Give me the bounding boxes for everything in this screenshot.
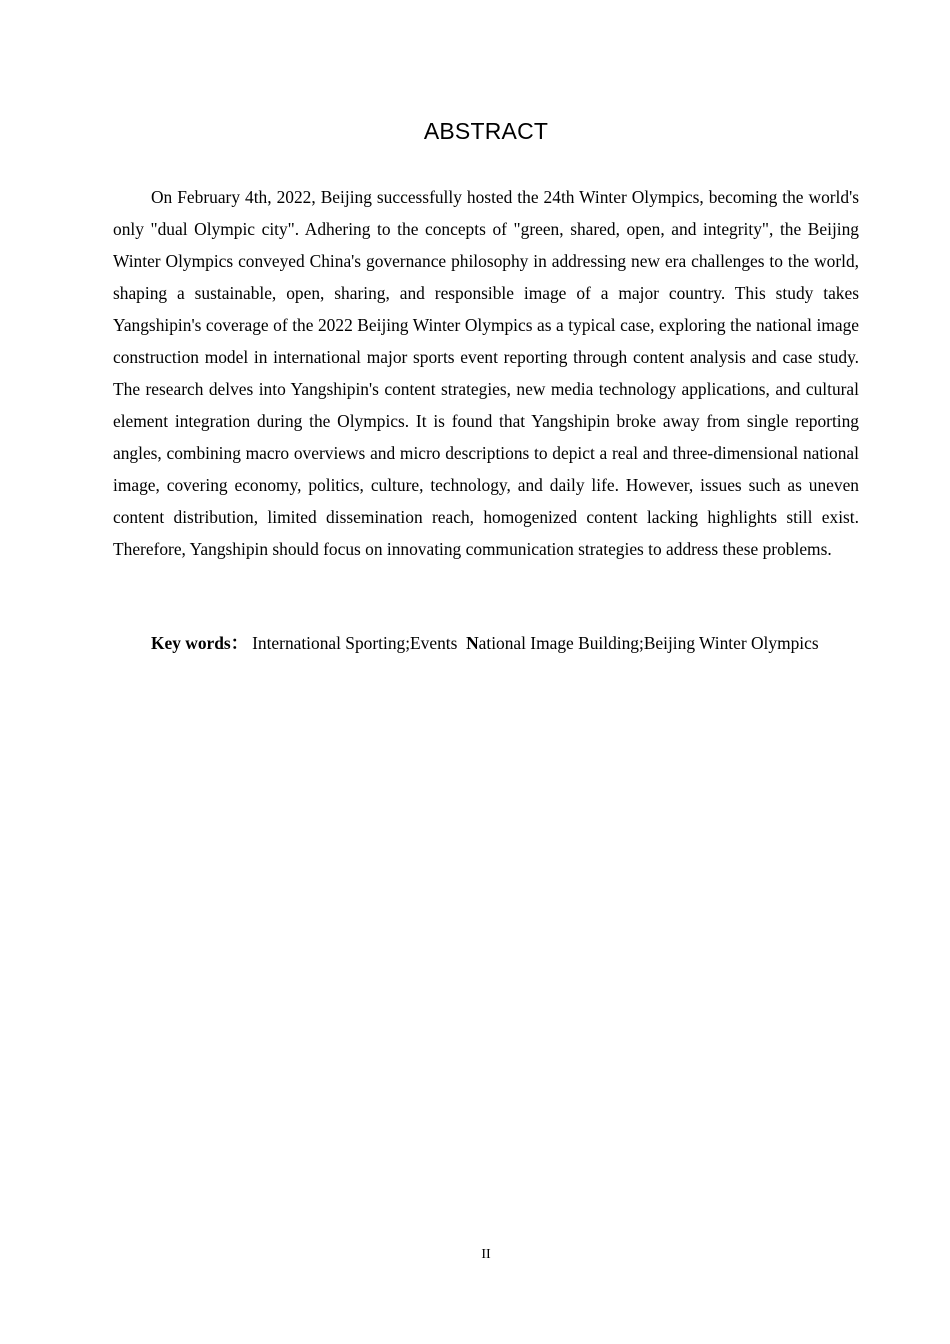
keywords-label: Key words	[151, 633, 231, 653]
keywords-part-2-initial: N	[466, 633, 479, 653]
keywords-separator: ：	[230, 633, 249, 653]
keywords-line	[113, 627, 859, 659]
keywords-part-1: International Sporting;Events	[252, 633, 467, 653]
keywords-part-2-rest: ational Image Building;Beijing Winter Olympics	[478, 633, 819, 653]
abstract-paragraph: On February 4th, 2022, Beijing successfully hosted the 24th Winter Olympics, becoming the world's only "dual Olympic city". Adhering to the concepts of "green, shared, open, and integrity", the Beijing Winter Olympics conveyed China's governance philosophy in addressing new era challenges to the world, shaping a sustainable, open, sharing, and responsible image of a major country. This study takes Yangshipin's coverage of the 2022 Beijing Winter Olympics as a typical case, exploring the national image construction model in international major sports event reporting through content analysis and case study. The research delves into Yangshipin's content strategies, new media technology applications, and cultural element integration during the Olympics. It is found that Yangshipin broke away from single reporting angles, combining macro overviews and micro descriptions to depict a real and three-dimensional national image, covering economy, politics, culture, technology, and daily life. However, issues such as uneven content distribution, limited dissemination reach, homogenized content lacking highlights still exist. Therefore, Yangshipin should focus on innovating communication strategies to address these problems.	[113, 187, 859, 559]
page-number: II	[481, 1247, 491, 1262]
abstract-title: ABSTRACT	[423, 118, 549, 144]
